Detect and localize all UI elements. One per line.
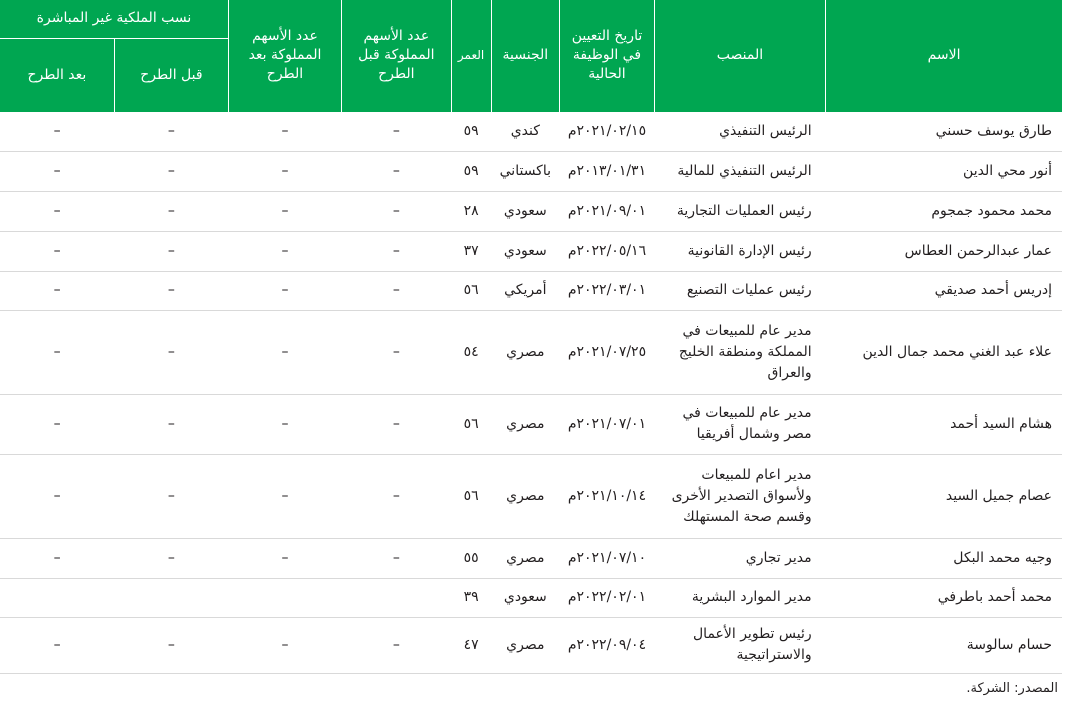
cell-name: إدريس أحمد صديقي	[826, 271, 1062, 310]
cell-date: ٢٠٢١/٠٢/١٥م	[560, 112, 655, 151]
table-row	[0, 151, 1062, 191]
cell-shares-after: –	[228, 151, 341, 191]
cell-indirect-after: –	[0, 112, 114, 151]
cell-nationality: مصري	[491, 617, 560, 673]
cell-shares-before: –	[342, 310, 452, 394]
cell-name: عمار عبدالرحمن العطاس	[826, 231, 1062, 271]
cell-position: مدير عام للمبيعات في المملكة ومنطقة الخليج والعراق	[654, 310, 825, 394]
cell-indirect-before: –	[114, 271, 228, 310]
header-age: العمر	[451, 0, 491, 112]
cell-name: أنور محي الدين	[826, 151, 1062, 191]
table-row	[0, 394, 1062, 454]
cell-age: ٥٦	[451, 454, 491, 538]
cell-position: رئيس تطوير الأعمال والاستراتيجية	[654, 617, 825, 673]
cell-indirect-before	[114, 578, 228, 617]
cell-date: ٢٠٢١/٠٩/٠١م	[560, 191, 655, 231]
cell-shares-before: –	[342, 112, 452, 151]
cell-date: ٢٠٢٢/٠٥/١٦م	[560, 231, 655, 271]
cell-shares-after: –	[228, 454, 341, 538]
cell-nationality: مصري	[491, 454, 560, 538]
cell-shares-after: –	[228, 617, 341, 673]
header-shares-before: عدد الأسهم المملوكة قبل الطرح	[342, 0, 452, 112]
cell-nationality: مصري	[491, 310, 560, 394]
cell-indirect-before: –	[114, 454, 228, 538]
header-nationality: الجنسية	[491, 0, 560, 112]
cell-date: ٢٠٢٢/٠٣/٠١م	[560, 271, 655, 310]
cell-age: ٥٦	[451, 271, 491, 310]
cell-name: هشام السيد أحمد	[826, 394, 1062, 454]
cell-indirect-after: –	[0, 231, 114, 271]
cell-indirect-after: –	[0, 191, 114, 231]
cell-nationality: مصري	[491, 394, 560, 454]
cell-position: الرئيس التنفيذي	[654, 112, 825, 151]
cell-position: مدير تجاري	[654, 538, 825, 578]
cell-nationality: أمريكي	[491, 271, 560, 310]
header-indirect-after: بعد الطرح	[0, 38, 114, 112]
cell-indirect-after: –	[0, 617, 114, 673]
table-header	[0, 0, 1062, 112]
cell-indirect-before: –	[114, 112, 228, 151]
cell-shares-after: –	[228, 394, 341, 454]
cell-indirect-after: –	[0, 394, 114, 454]
cell-shares-before: –	[342, 394, 452, 454]
cell-shares-after: –	[228, 538, 341, 578]
cell-indirect-after: –	[0, 454, 114, 538]
table-row	[0, 454, 1062, 538]
cell-position: رئيس العمليات التجارية	[654, 191, 825, 231]
cell-name: حسام سالوسة	[826, 617, 1062, 673]
cell-date: ٢٠٢٢/٠٩/٠٤م	[560, 617, 655, 673]
cell-shares-after: –	[228, 191, 341, 231]
cell-name: عصام جميل السيد	[826, 454, 1062, 538]
cell-age: ٥٩	[451, 112, 491, 151]
cell-position: رئيس عمليات التصنيع	[654, 271, 825, 310]
table-row	[0, 617, 1062, 673]
cell-indirect-after: –	[0, 538, 114, 578]
cell-name: محمد محمود جمجوم	[826, 191, 1062, 231]
cell-age: ٥٥	[451, 538, 491, 578]
cell-age: ٥٦	[451, 394, 491, 454]
table-row	[0, 538, 1062, 578]
cell-shares-after: –	[228, 310, 341, 394]
cell-nationality: مصري	[491, 538, 560, 578]
source-note: المصدر: الشركة.	[966, 681, 1058, 696]
cell-age: ٤٧	[451, 617, 491, 673]
cell-indirect-after: –	[0, 271, 114, 310]
cell-shares-after	[228, 578, 341, 617]
header-position: المنصب	[654, 0, 825, 112]
cell-date: ٢٠٢١/٠٧/١٠م	[560, 538, 655, 578]
cell-indirect-before: –	[114, 191, 228, 231]
cell-shares-before: –	[342, 538, 452, 578]
cell-age: ٥٤	[451, 310, 491, 394]
cell-name: محمد أحمد باطرفي	[826, 578, 1062, 617]
table-row	[0, 310, 1062, 394]
cell-date: ٢٠٢١/١٠/١٤م	[560, 454, 655, 538]
cell-name: وجيه محمد البكل	[826, 538, 1062, 578]
cell-shares-before: –	[342, 151, 452, 191]
header-appointment-date: تاريخ التعيين في الوظيفة الحالية	[560, 0, 655, 112]
table-row	[0, 578, 1062, 617]
header-indirect-before: قبل الطرح	[114, 38, 228, 112]
cell-position: الرئيس التنفيذي للمالية	[654, 151, 825, 191]
cell-date: ٢٠٢١/٠٧/٢٥م	[560, 310, 655, 394]
cell-shares-before	[342, 578, 452, 617]
cell-date: ٢٠٢١/٠٧/٠١م	[560, 394, 655, 454]
cell-date: ٢٠٢٢/٠٢/٠١م	[560, 578, 655, 617]
cell-shares-before: –	[342, 231, 452, 271]
cell-age: ٥٩	[451, 151, 491, 191]
cell-position: رئيس الإدارة القانونية	[654, 231, 825, 271]
table-body	[0, 112, 1062, 673]
cell-nationality: سعودي	[491, 578, 560, 617]
cell-indirect-after	[0, 578, 114, 617]
table-row	[0, 112, 1062, 151]
cell-indirect-after: –	[0, 310, 114, 394]
cell-nationality: باكستاني	[491, 151, 560, 191]
cell-nationality: سعودي	[491, 231, 560, 271]
cell-indirect-after: –	[0, 151, 114, 191]
table-row	[0, 191, 1062, 231]
cell-indirect-before: –	[114, 151, 228, 191]
cell-shares-after: –	[228, 271, 341, 310]
header-indirect-ownership: نسب الملكية غير المباشرة	[0, 0, 228, 38]
cell-shares-before: –	[342, 454, 452, 538]
cell-age: ٣٩	[451, 578, 491, 617]
cell-nationality: كندي	[491, 112, 560, 151]
cell-indirect-before: –	[114, 310, 228, 394]
cell-indirect-before: –	[114, 394, 228, 454]
cell-shares-after: –	[228, 112, 341, 151]
cell-indirect-before: –	[114, 617, 228, 673]
cell-position: مدير اعام للمبيعات ولأسواق التصدير الأخرى وقسم صحة المستهلك	[654, 454, 825, 538]
cell-age: ٣٧	[451, 231, 491, 271]
cell-shares-before: –	[342, 191, 452, 231]
table-row	[0, 271, 1062, 310]
cell-name: علاء عبد الغني محمد جمال الدين	[826, 310, 1062, 394]
cell-indirect-before: –	[114, 231, 228, 271]
table-row	[0, 231, 1062, 271]
cell-shares-after: –	[228, 231, 341, 271]
cell-shares-before: –	[342, 617, 452, 673]
cell-date: ٢٠١٣/٠١/٣١م	[560, 151, 655, 191]
cell-position: مدير الموارد البشرية	[654, 578, 825, 617]
cell-nationality: سعودي	[491, 191, 560, 231]
cell-shares-before: –	[342, 271, 452, 310]
header-shares-after: عدد الأسهم المملوكة بعد الطرح	[228, 0, 341, 112]
cell-position: مدير عام للمبيعات في مصر وشمال أفريقيا	[654, 394, 825, 454]
cell-indirect-before: –	[114, 538, 228, 578]
header-name: الاسم	[826, 0, 1062, 112]
cell-name: طارق يوسف حسني	[826, 112, 1062, 151]
cell-age: ٢٨	[451, 191, 491, 231]
